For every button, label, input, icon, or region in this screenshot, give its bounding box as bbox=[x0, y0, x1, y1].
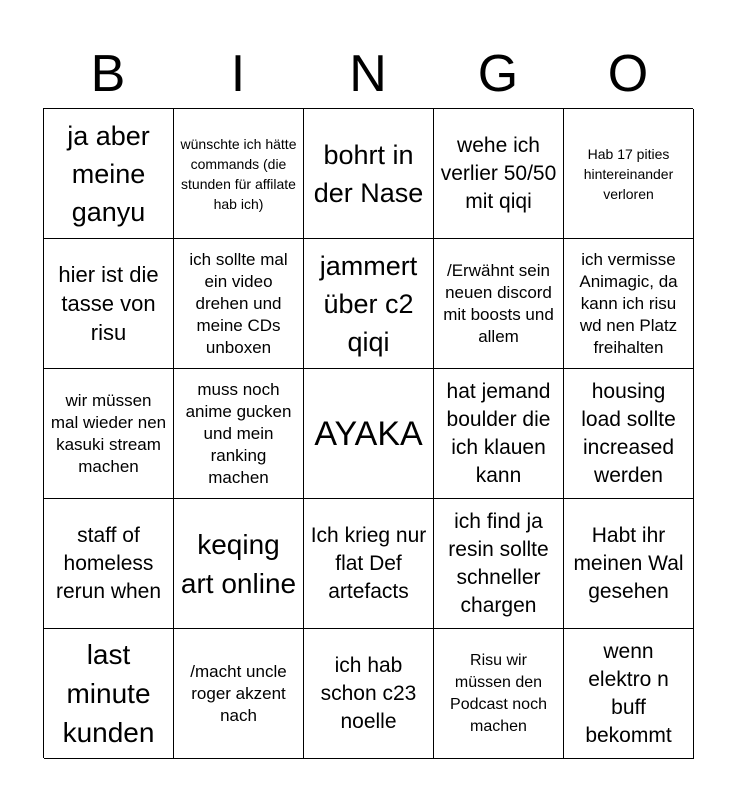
cell-text: wehe ich verlier 50/50 mit qiqi bbox=[440, 133, 557, 213]
cell-text: Hab 17 pities hintereinander verloren bbox=[583, 145, 674, 202]
bingo-cell[interactable] bbox=[564, 499, 694, 629]
cell-text: wir müssen mal wieder nen kasuki stream machen bbox=[50, 390, 167, 476]
bingo-cell[interactable] bbox=[304, 629, 434, 759]
bingo-cell[interactable] bbox=[44, 629, 174, 759]
bingo-cell[interactable] bbox=[564, 629, 694, 759]
bingo-cell-free[interactable] bbox=[304, 369, 434, 499]
cell-text: Risu wir müssen den Podcast noch machen bbox=[450, 651, 547, 735]
bingo-cell[interactable] bbox=[564, 369, 694, 499]
bingo-cell[interactable] bbox=[174, 109, 304, 239]
header-letter-g: G bbox=[477, 45, 519, 103]
bingo-cell[interactable] bbox=[434, 109, 564, 239]
cell-text: Habt ihr meinen Wal gesehen bbox=[573, 523, 684, 603]
bingo-cell[interactable] bbox=[44, 109, 174, 239]
cell-text: last minute kunden bbox=[62, 639, 155, 748]
bingo-cell[interactable] bbox=[304, 239, 434, 369]
cell-text: ich vermisse Animagic, da kann ich risu wd nen Platz freihalten bbox=[579, 249, 678, 357]
cell-text: Ich krieg nur flat Def artefacts bbox=[310, 523, 427, 603]
cell-text: ich hab schon c23 noelle bbox=[320, 653, 417, 733]
cell-text: housing load sollte increased werden bbox=[581, 379, 676, 487]
bingo-cell[interactable] bbox=[434, 499, 564, 629]
bingo-cell[interactable] bbox=[304, 109, 434, 239]
bingo-cell[interactable] bbox=[434, 369, 564, 499]
bingo-cell[interactable] bbox=[174, 629, 304, 759]
cell-text: keqing art online bbox=[180, 528, 297, 599]
bingo-cell[interactable] bbox=[564, 239, 694, 369]
cell-text: hat jemand boulder die ich klauen kann bbox=[446, 379, 551, 487]
cell-text: /macht uncle roger akzent nach bbox=[190, 661, 287, 725]
cell-text: ja aber meine ganyu bbox=[67, 120, 150, 227]
bingo-cell[interactable] bbox=[564, 109, 694, 239]
cell-text: wünschte ich hätte commands (die stunden für affilate hab ich) bbox=[180, 135, 297, 212]
bingo-cell[interactable] bbox=[44, 369, 174, 499]
cell-text: muss noch anime gucken und mein ranking machen bbox=[185, 379, 292, 487]
bingo-cell[interactable] bbox=[304, 499, 434, 629]
header-letter-o: O bbox=[607, 45, 649, 103]
cell-text: staff of homeless rerun when bbox=[55, 523, 162, 603]
bingo-board bbox=[43, 108, 693, 758]
bingo-cell[interactable] bbox=[434, 239, 564, 369]
bingo-cell[interactable] bbox=[174, 369, 304, 499]
cell-text: wenn elektro n buff bekommt bbox=[585, 639, 672, 747]
bingo-cell[interactable] bbox=[174, 239, 304, 369]
cell-text: ich sollte mal ein video drehen und meine CDs unboxen bbox=[189, 249, 288, 357]
cell-text: ich find ja resin sollte schneller chargen bbox=[448, 509, 549, 617]
header-letter-b: B bbox=[90, 45, 126, 103]
header-letter-i: I bbox=[230, 45, 246, 103]
bingo-cell[interactable] bbox=[44, 239, 174, 369]
bingo-header bbox=[43, 40, 693, 108]
bingo-cell[interactable] bbox=[434, 629, 564, 759]
cell-text: AYAKA bbox=[314, 414, 423, 453]
cell-text: hier ist die tasse von risu bbox=[58, 262, 159, 345]
cell-text: /Erwähnt sein neuen discord mit boosts und allem bbox=[443, 260, 554, 346]
bingo-cell[interactable] bbox=[174, 499, 304, 629]
cell-text: bohrt in der Nase bbox=[313, 139, 424, 208]
header-letter-n: N bbox=[349, 45, 387, 103]
cell-text: jammert über c2 qiqi bbox=[319, 250, 418, 357]
bingo-cell[interactable] bbox=[44, 499, 174, 629]
